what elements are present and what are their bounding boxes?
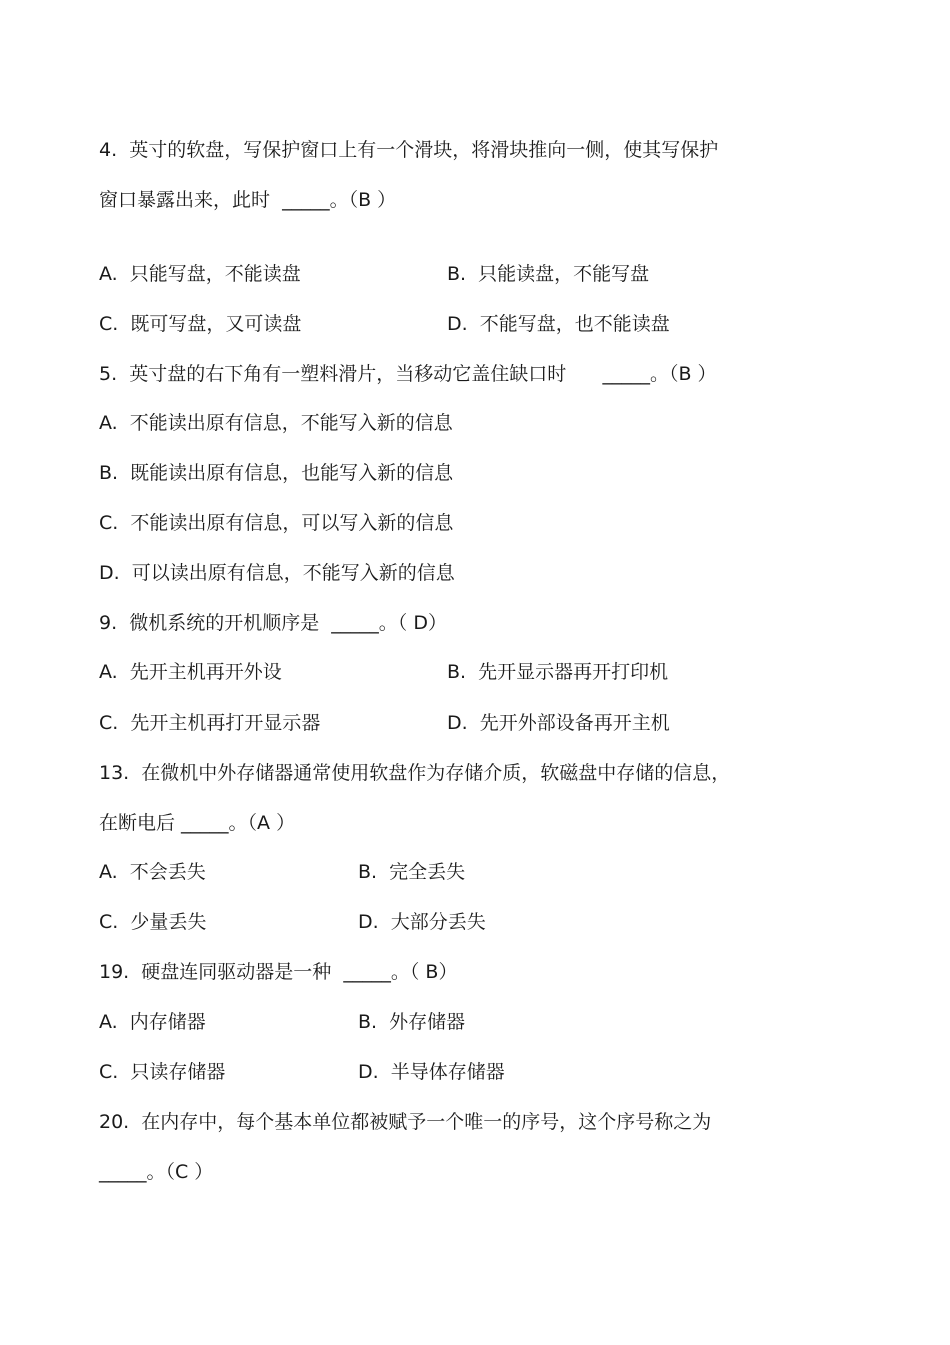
question-5-option-d: D. 可以读出原有信息，不能写入新的信息 [99, 562, 455, 584]
question-13-option-a: A. 不会丢失 [99, 861, 206, 883]
question-13-stem-line-2: 在断电后 _____。（A ） [99, 812, 296, 834]
question-5-option-c: C. 不能读出原有信息，可以写入新的信息 [99, 512, 454, 534]
question-13-option-d: D. 大部分丢失 [358, 911, 486, 933]
question-19-stem: 19. 硬盘连同驱动器是一种 _____。（ B） [99, 961, 458, 983]
question-5-stem: 5. 英寸盘的右下角有一塑料滑片，当移动它盖住缺口时 _____。（B ） [99, 363, 717, 385]
question-4-option-d: D. 不能写盘，也不能读盘 [447, 313, 670, 335]
question-5-option-b: B. 既能读出原有信息，也能写入新的信息 [99, 462, 454, 484]
question-13-stem-line-1: 13. 在微机中外存储器通常使用软盘作为存储介质，软磁盘中存储的信息， [99, 762, 731, 784]
question-13-option-c: C. 少量丢失 [99, 911, 207, 933]
question-9-option-d: D. 先开外部设备再开主机 [447, 712, 670, 734]
question-9-option-c: C. 先开主机再打开显示器 [99, 712, 321, 734]
question-5-option-a: A. 不能读出原有信息，不能写入新的信息 [99, 412, 453, 434]
question-20-stem-line-1: 20. 在内存中，每个基本单位都被赋予一个唯一的序号，这个序号称之为 [99, 1111, 712, 1133]
question-9-option-b: B. 先开显示器再开打印机 [447, 661, 669, 683]
question-4-option-a: A. 只能写盘，不能读盘 [99, 263, 301, 285]
question-19-option-a: A. 内存储器 [99, 1011, 206, 1033]
question-9-stem: 9. 微机系统的开机顺序是 _____。（ D） [99, 612, 447, 634]
question-4-option-b: B. 只能读盘，不能写盘 [447, 263, 650, 285]
question-19-option-b: B. 外存储器 [358, 1011, 466, 1033]
question-4-stem-line-1: 4. 英寸的软盘，写保护窗口上有一个滑块，将滑块推向一侧，使其写保护 [99, 139, 719, 161]
question-9-option-a: A. 先开主机再开外设 [99, 661, 282, 683]
question-19-option-c: C. 只读存储器 [99, 1061, 226, 1083]
question-4-option-c: C. 既可写盘，又可读盘 [99, 313, 302, 335]
question-19-option-d: D. 半导体存储器 [358, 1061, 505, 1083]
question-13-option-b: B. 完全丢失 [358, 861, 466, 883]
question-4-stem-line-2: 窗口暴露出来，此时 _____。（B ） [99, 189, 397, 211]
question-20-stem-line-2: _____。（C ） [99, 1161, 214, 1183]
